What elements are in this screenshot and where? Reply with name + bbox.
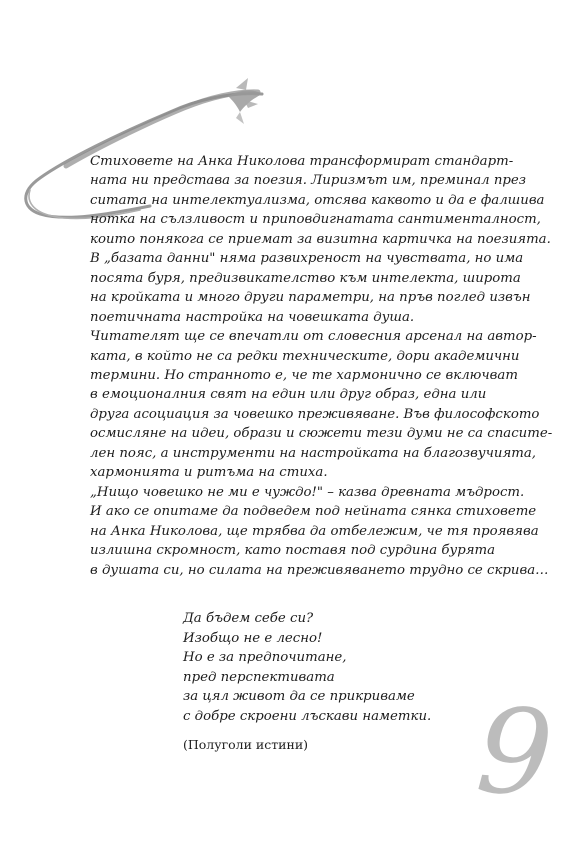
text-line: на кройката и много други параметри, на пръв поглед извън [90,290,531,306]
text-line: които понякога се приемат за визитна картичка на поезията. [90,231,551,247]
text-line: хармонията и ритъма на стиха. [90,465,328,481]
text-line: в душата си, но силата на преживяването трудно се скрива… [90,562,549,578]
poem-line: Но е за предпочитане, [183,650,347,665]
text-line: лен пояс, а инструменти на настройката на благозвучията, [90,445,537,461]
text-line: на Анка Николова, ще трябва да отбележим, че тя проявява [90,523,539,539]
text-line: поетичната настройка на човешката душа. [90,309,415,325]
text-line: в емоционалния свят на един или друг образ, една или [90,387,487,403]
text-line: ната ни представа за поезия. Лиризмът им, преминал през [90,173,527,189]
text-line: излишна скромност, като поставя под сурдина бурята [90,543,496,559]
poem-line: Изобщо не е лесно! [183,630,323,646]
poem-line: за цял живот да се прикриваме [183,689,415,704]
poem-source: (Полуголи истини) [183,737,309,752]
text-line: Стиховете на Анка Николова трансформират стандарт- [90,154,514,169]
text-line: друга асоциация за човешко преживяване. Във философското [90,406,540,422]
foreword-text [90,152,553,580]
text-line: посята буря, предизвикателство към интелекта, широта [90,270,521,286]
poem-line: с добре скроени лъскави наметки. [183,708,432,724]
text-line: осмисляне на идеи, образи и сюжети тези думи не са спасите- [90,426,553,442]
poem-line: Да бъдем себе си? [183,611,314,626]
text-line: нотка на сълзливост и приповдигнатата сантименталност, [90,212,541,228]
text-line: Читателят ще се впечатли от словесния арсенал на автор- [90,329,537,345]
text-line: ката, в който не са редки техническите, дори академични [90,348,520,364]
poem-quote [183,609,483,726]
text-line: В „базата данни" няма развихреност на чувствата, но има [90,251,524,267]
poem-line: пред перспективата [183,669,335,685]
text-line: „Нищо човешко не ми е чуждо!" – казва древната мъдрост. [90,484,525,500]
text-line: ситата на интелектуализма, отсява каквото и да е фалшива [90,192,545,208]
page-number-text: 9 [472,680,557,824]
text-line: И ако се опитаме да подведем под нейната сянка стиховете [90,504,537,520]
text-line: термини. Но странното е, че те хармонично се включват [90,367,518,383]
